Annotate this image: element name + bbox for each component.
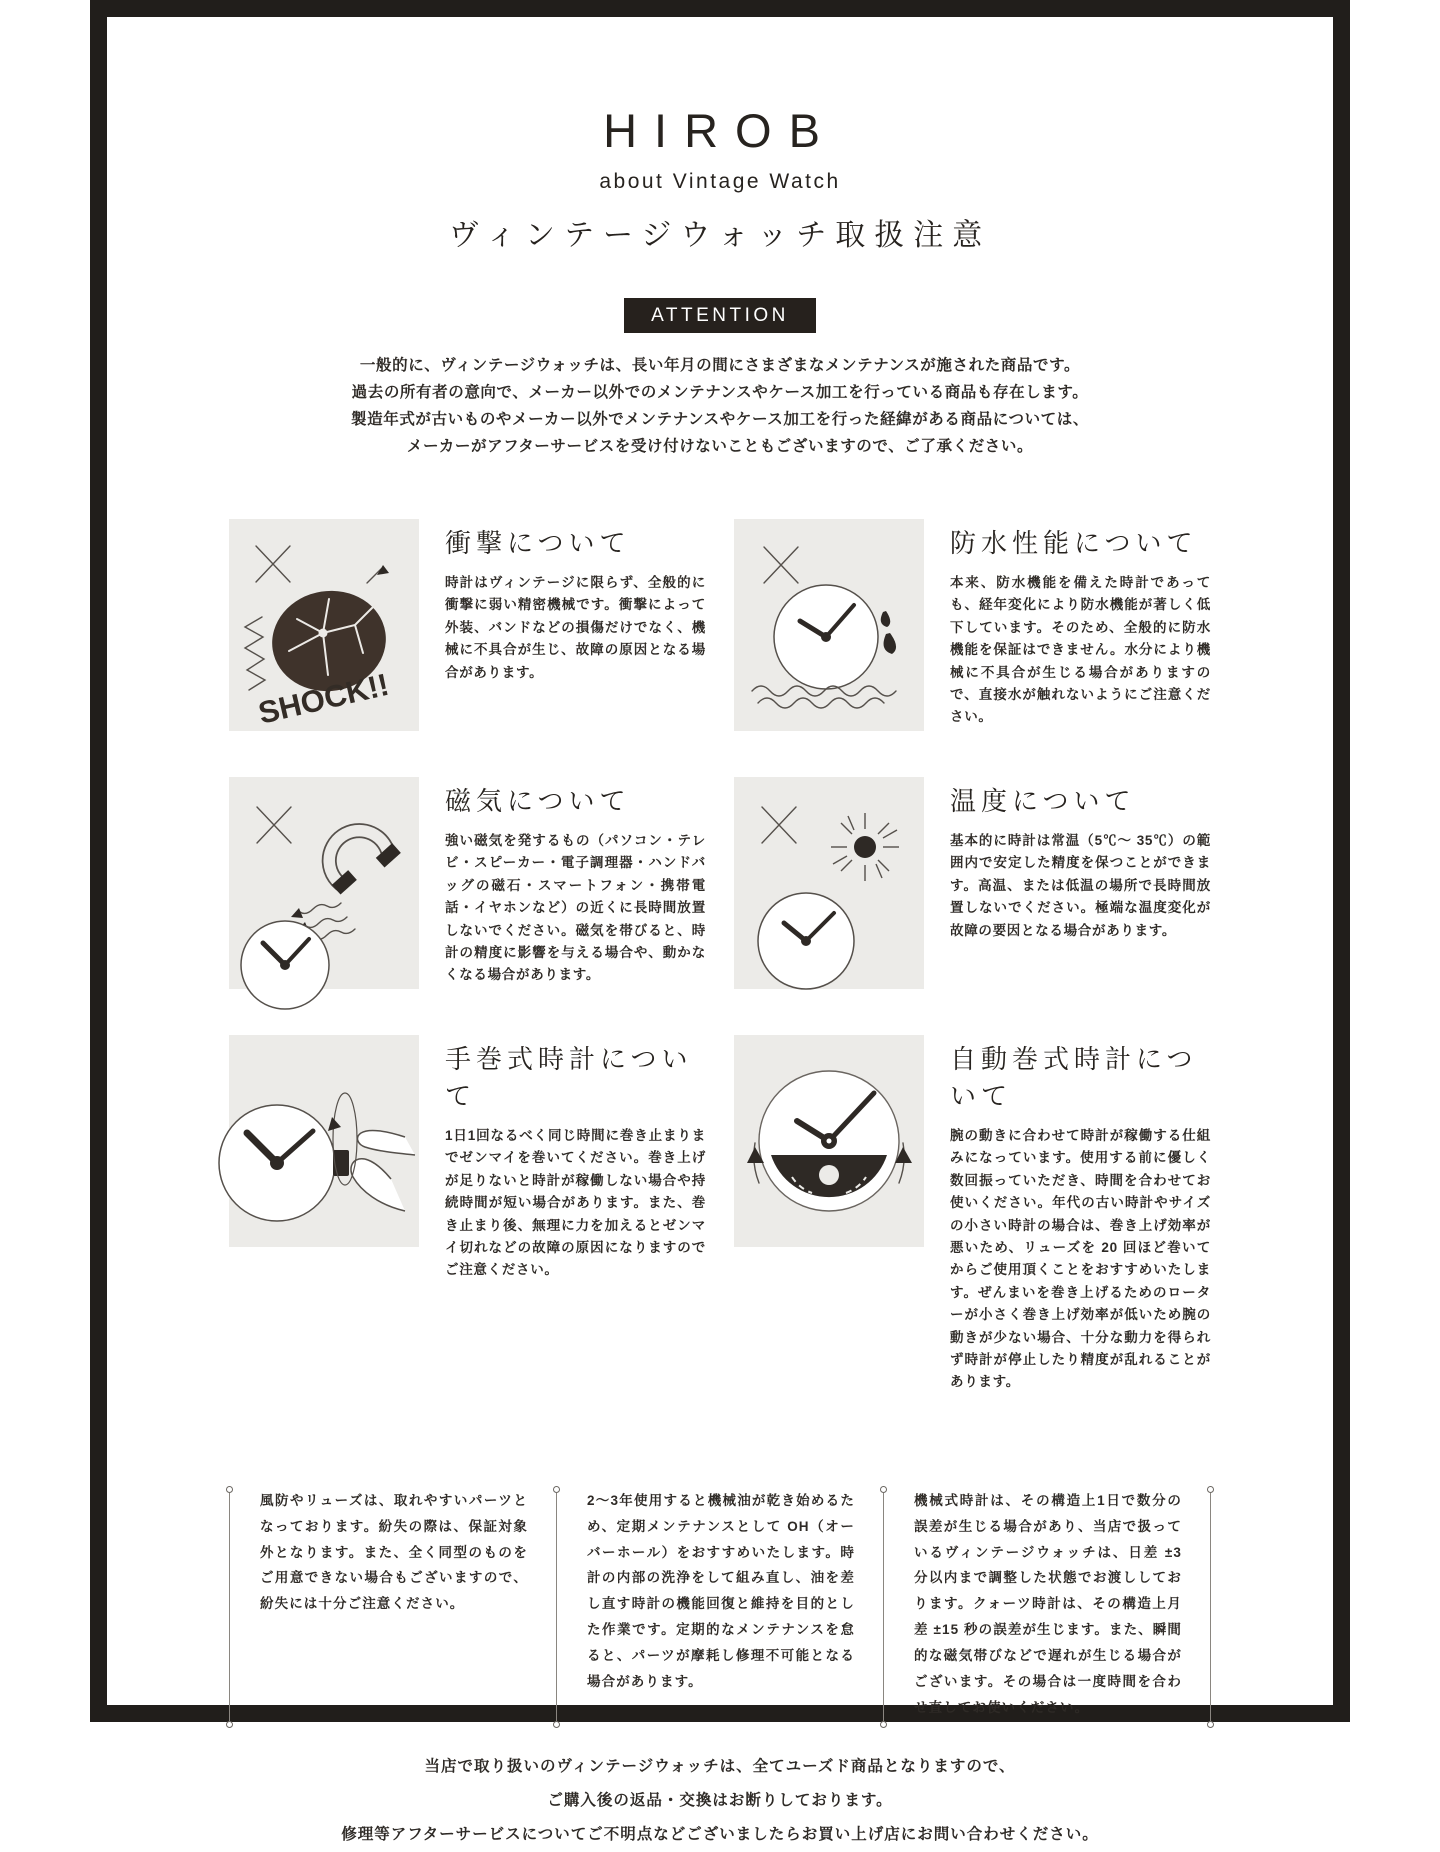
page-title: ヴィンテージウォッチ取扱注意 — [448, 219, 992, 252]
note-divider — [552, 1486, 561, 1728]
water-resistance-icon — [734, 519, 924, 731]
note-overhaul: 2〜3年使用すると機械油が乾き始めるため、定期メンテナンスとして OH（オーバーホール）をおすすめいたします。時計の内部の洗浄をして組み直し、油を差し直す時計の機能回復と維持を目的とした作業です。定期的なメンテナンスを怠ると、パーツが摩耗し修理不可能となる場合があります。 — [587, 1492, 855, 1690]
intro-line: 製造年式が古いものやメーカー以外でメンテナンスやケース加工を行った経緯がある商品については、 — [351, 410, 1089, 428]
section-title: 衝撃について — [445, 527, 631, 558]
footer-line: ご購入後の返品・交換はお断りしております。 — [547, 1791, 893, 1809]
notes-row — [200, 1486, 1240, 1728]
section-water-resistance — [734, 519, 1211, 731]
section-body: 腕の動きに合わせて時計が稼働する仕組みになっています。使用する前に優しく数回振っていただき、時間を合わせてお使いください。年代の古い時計やサイズの小さい時計の場合は、巻き上げ効率が悪いため、リューズを 20 回ほど巻いてからご使用頂くことをおすすめいたします。ぜんまいを巻き上げるためのローターが小さく巻き上げ効率が低いため腕の動きが少ない場合、十分な動力を得られず時計が停止したり精度が乱れることがあります。 — [950, 1127, 1211, 1390]
section-body: 1日1回なるべく同じ時間に巻き止まりまでゼンマイを巻いてください。巻き上げが足りないと時計が稼働しない場合や持続時間が短い場合があります。また、巻き止まり後、無理に力を加えるとゼンマイ切れなどの故障の原因になりますのでご注意ください。 — [445, 1127, 706, 1278]
attention-badge: ATTENTION — [624, 298, 816, 333]
footer-notice — [107, 1750, 1333, 1852]
section-shock — [229, 519, 706, 731]
note-accuracy: 機械式時計は、その構造上1日で数分の誤差が生じる場合があり、当店で扱っているヴィンテージウォッチは、日差 ±3 分以内まで調整した状態でお渡ししております。クォーツ時計は、その構造上月差 ±15 秒の誤差が生じます。また、瞬間的な磁気帯びなどで遅れが生じる場合がございます。その場合は一度時間を合わせ直してお使いください。 — [914, 1492, 1182, 1715]
page-border-frame — [90, 0, 1350, 1843]
intro-line: メーカーがアフターサービスを受け付けないこともございますので、ご了承ください。 — [406, 437, 1034, 455]
automatic-icon — [734, 1035, 924, 1247]
note-parts-loss: 風防やリューズは、取れやすいパーツとなっております。紛失の際は、保証対象外となります。また、全く同型のものをご用意できない場合もございますので、紛失には十分ご注意ください。 — [260, 1492, 528, 1612]
intro-line: 一般的に、ヴィンテージウォッチは、長い年月の間にさまざまなメンテナンスが施された商品です。 — [359, 357, 1081, 374]
intro-line: 過去の所有者の意向で、メーカー以外でのメンテナンスやケース加工を行っている商品も存在します。 — [351, 383, 1089, 401]
shock-label: SHOCK!! — [255, 666, 393, 731]
note-divider — [1206, 1486, 1215, 1728]
hand-wound-icon — [229, 1035, 419, 1247]
footer-line: 修理等アフターサービスについてご不明点などございましたらお買い上げ店にお問い合わせください。 — [341, 1825, 1099, 1843]
footer-line: 当店で取り扱いのヴィンテージウォッチは、全てユーズド商品となりますので、 — [424, 1757, 1016, 1775]
temperature-icon — [734, 777, 924, 989]
brand-title: HIROB — [603, 104, 837, 157]
section-temperature — [734, 777, 1211, 989]
section-title: 温度について — [950, 785, 1136, 816]
magnetism-icon — [229, 777, 419, 989]
section-automatic — [734, 1035, 1211, 1394]
section-body: 基本的に時計は常温（5℃〜 35℃）の範囲内で安定した精度を保つことができます。高温、または低温の場所で長時間放置しないでください。極端な温度変化が故障の要因となる場合があります。 — [950, 832, 1211, 938]
shock-icon — [229, 519, 419, 731]
care-sections — [229, 519, 1211, 1394]
section-body: 時計はヴィンテージに限らず、全般的に衝撃に弱い精密機械です。衝撃によって外装、バンドなどの損傷だけでなく、機械に不具合が生じ、故障の原因となる場合があります。 — [445, 574, 706, 680]
section-body: 強い磁気を発するもの（パソコン・テレビ・スピーカー・電子調理器・ハンドバッグの磁石・スマートフォン・携帯電話・イヤホンなど）の近くに長時間放置しないでください。磁気を帯びると、時計の精度に影響を与える場合や、動かなくなる場合があります。 — [445, 832, 706, 983]
section-hand-wound — [229, 1035, 706, 1394]
section-title: 自動巻式時計について — [950, 1043, 1198, 1111]
section-title: 手巻式時計について — [445, 1043, 693, 1111]
section-title: 磁気について — [445, 785, 631, 816]
section-title: 防水性能について — [950, 527, 1198, 558]
section-body: 本来、防水機能を備えた時計であっても、経年変化により防水機能が著しく低下しています。そのため、全般的に防水機能を保証はできません。水分により機械に不具合が生じる場合がありますので、直接水が触れないようにご注意ください。 — [950, 574, 1211, 725]
brand-subtitle: about Vintage Watch — [599, 170, 841, 193]
section-magnetism — [229, 777, 706, 989]
intro-paragraph — [107, 353, 1333, 461]
note-divider — [225, 1486, 234, 1728]
note-divider — [879, 1486, 888, 1728]
